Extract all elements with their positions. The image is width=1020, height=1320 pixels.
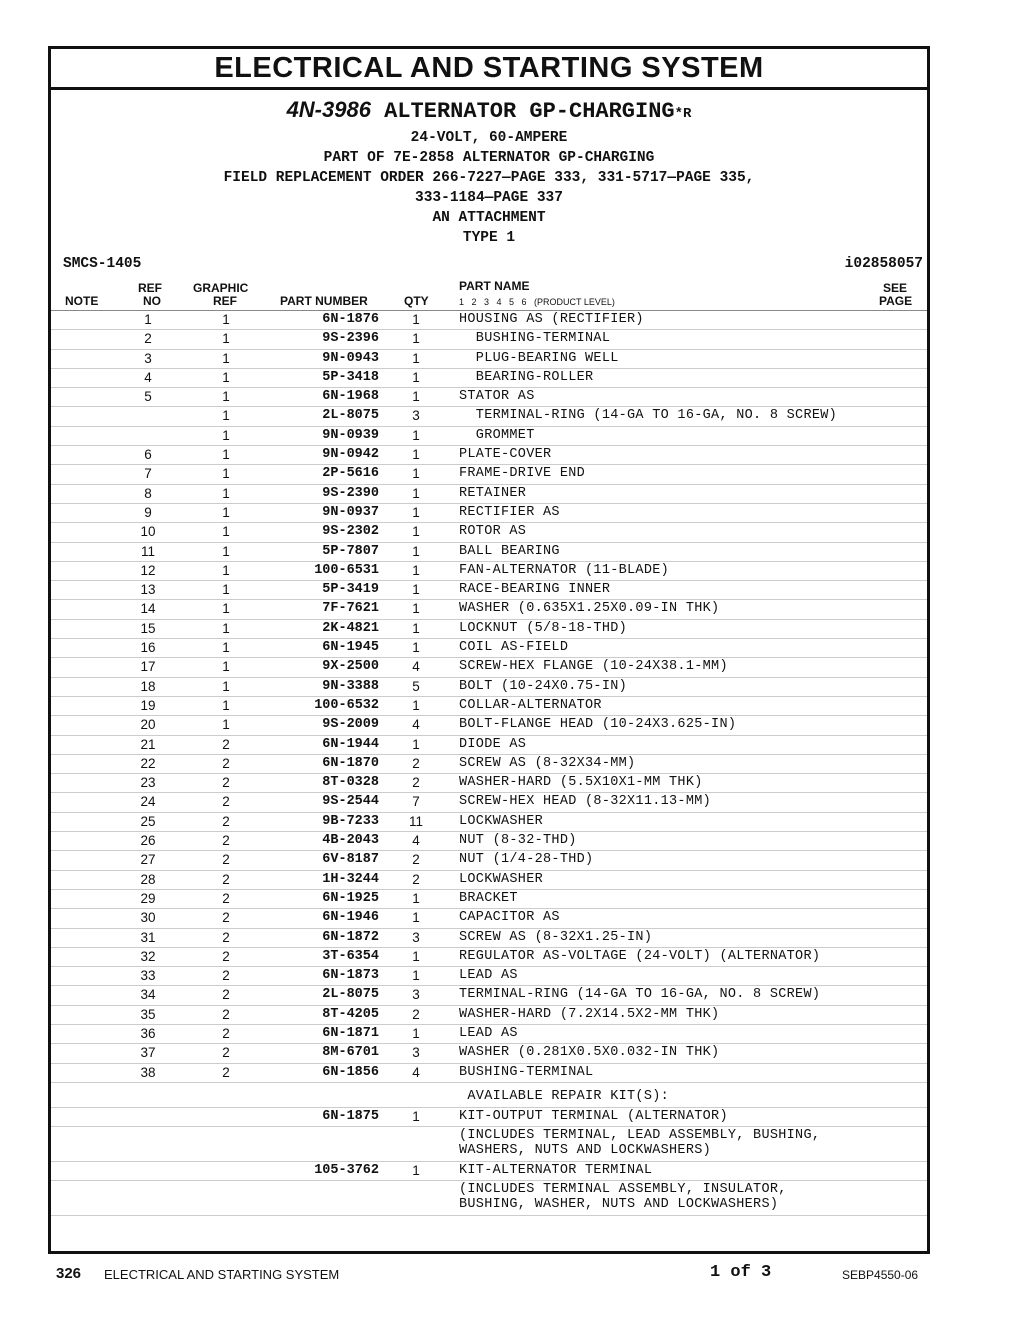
part-number: 6N-1872 [322, 929, 379, 945]
table-row [51, 678, 927, 697]
graphic-ref: 2 [222, 948, 230, 964]
part-number: 6N-1856 [322, 1064, 379, 1080]
part-number: 100-6531 [314, 562, 379, 578]
ref-number: 10 [140, 524, 156, 540]
col-part-number: PART NUMBER [280, 294, 368, 308]
header-line: 24-VOLT, 60-AMPERE [410, 130, 568, 146]
kit-row [51, 1162, 927, 1181]
table-row [51, 755, 927, 774]
graphic-ref: 1 [222, 620, 230, 636]
part-number: 9N-0939 [322, 427, 379, 443]
quantity: 1 [412, 524, 420, 540]
image-id: i02858057 [844, 256, 923, 272]
ref-number: 4 [144, 369, 152, 385]
table-row [51, 639, 927, 658]
graphic-ref: 1 [222, 466, 230, 482]
part-number: 6N-1873 [322, 968, 379, 984]
table-row [51, 909, 927, 928]
graphic-ref: 1 [222, 697, 230, 713]
kit-note: (INCLUDES TERMINAL, LEAD ASSEMBLY, BUSHING, WASHERS, NUTS AND LOCKWASHERS) [459, 1128, 821, 1159]
group-name: ALTERNATOR GP-CHARGING [384, 99, 675, 124]
table-row [51, 929, 927, 948]
kit-part-number: 6N-1875 [322, 1108, 379, 1124]
kit-name: KIT-OUTPUT TERMINAL (ALTERNATOR) [459, 1108, 728, 1124]
table-row [51, 948, 927, 967]
part-name: FRAME-DRIVE END [459, 466, 586, 482]
part-name: WASHER (0.281X0.5X0.032-IN THK) [459, 1045, 720, 1061]
quantity: 3 [412, 408, 420, 424]
quantity: 4 [412, 659, 420, 675]
ref-number: 31 [140, 929, 156, 945]
quantity: 4 [412, 833, 420, 849]
quantity: 2 [412, 852, 420, 868]
table-row [51, 407, 927, 426]
table-row [51, 716, 927, 735]
quantity: 1 [412, 582, 420, 598]
footer-sheet: 1 of 3 [710, 1263, 772, 1282]
ref-number: 17 [140, 659, 156, 675]
ref-number: 32 [140, 948, 156, 964]
ref-number: 5 [144, 389, 152, 405]
table-row [51, 736, 927, 755]
part-number: 8T-0328 [322, 775, 379, 791]
quantity: 1 [412, 910, 420, 926]
table-row [51, 1064, 927, 1083]
part-name: RECTIFIER AS [459, 504, 560, 520]
graphic-ref: 1 [222, 717, 230, 733]
group-header [51, 96, 927, 248]
page-footer [0, 1265, 1020, 1289]
graphic-ref: 2 [222, 968, 230, 984]
quantity: 1 [412, 389, 420, 405]
ref-number: 3 [144, 350, 152, 366]
ref-number: 27 [140, 852, 156, 868]
part-name: LOCKWASHER [459, 813, 544, 829]
part-name: LEAD AS [459, 1025, 518, 1041]
table-row [51, 543, 927, 562]
quantity: 2 [412, 775, 420, 791]
quantity: 1 [412, 312, 420, 327]
col-see-bottom: PAGE [879, 294, 913, 308]
kit-row [51, 1108, 927, 1127]
part-number: 3T-6354 [322, 948, 379, 964]
ref-number: 28 [140, 871, 156, 887]
kit-quantity: 1 [412, 1163, 420, 1179]
part-number: 2P-5616 [322, 466, 379, 482]
graphic-ref: 2 [222, 736, 230, 752]
quantity: 3 [412, 1045, 420, 1061]
graphic-ref: 1 [222, 504, 230, 520]
quantity: 1 [412, 331, 420, 347]
part-number: 5P-3419 [322, 582, 379, 598]
ref-number: 35 [140, 1006, 156, 1022]
graphic-ref: 1 [222, 543, 230, 559]
graphic-ref: 1 [222, 331, 230, 347]
part-number: 5P-7807 [322, 543, 379, 559]
quantity: 11 [408, 813, 423, 829]
part-number: 2L-8075 [322, 987, 379, 1003]
table-row [51, 890, 927, 909]
graphic-ref: 1 [222, 562, 230, 578]
table-row [51, 851, 927, 870]
part-name: BRACKET [459, 890, 518, 906]
table-row [51, 774, 927, 793]
ref-number: 9 [144, 504, 152, 520]
ref-number: 12 [140, 562, 156, 578]
part-number: 6N-1946 [322, 910, 379, 926]
graphic-ref: 1 [222, 601, 230, 617]
table-row [51, 311, 927, 330]
part-number: 9S-2302 [322, 524, 379, 540]
part-number: 9S-2390 [322, 485, 379, 501]
part-name: COLLAR-ALTERNATOR [459, 697, 602, 713]
part-number: 6N-1968 [322, 389, 379, 405]
table-row [51, 967, 927, 986]
ref-number: 37 [140, 1045, 156, 1061]
header-line: PART OF 7E-2858 ALTERNATOR GP-CHARGING [323, 150, 655, 166]
part-name: LOCKWASHER [459, 871, 544, 887]
part-name: LOCKNUT (5/8-18-THD) [459, 620, 628, 636]
quantity: 2 [412, 1006, 420, 1022]
quantity: 5 [412, 678, 420, 694]
table-row [51, 369, 927, 388]
table-row [51, 1006, 927, 1025]
quantity: 2 [412, 755, 420, 771]
table-row [51, 871, 927, 890]
table-row [51, 581, 927, 600]
table-row [51, 1044, 927, 1063]
quantity: 4 [412, 717, 420, 733]
group-title [51, 96, 927, 128]
group-part-number: 4N-3986 [286, 97, 371, 122]
graphic-ref: 1 [222, 312, 230, 327]
table-row [51, 350, 927, 369]
part-name: HOUSING AS (RECTIFIER) [459, 312, 644, 327]
kit-heading: AVAILABLE REPAIR KIT(S): [459, 1088, 670, 1104]
ref-number: 11 [140, 543, 155, 559]
table-row [51, 562, 927, 581]
part-number: 9S-2009 [322, 717, 379, 733]
quantity: 1 [412, 427, 420, 443]
ref-number: 13 [140, 582, 156, 598]
graphic-ref: 1 [222, 447, 230, 463]
graphic-ref: 2 [222, 833, 230, 849]
part-name: SCREW-HEX HEAD (8-32X11.13-MM) [459, 794, 712, 810]
col-qty: QTY [404, 294, 429, 308]
graphic-ref: 2 [222, 910, 230, 926]
quantity: 3 [412, 987, 420, 1003]
part-name: WASHER-HARD (7.2X14.5X2-MM THK) [459, 1006, 720, 1022]
table-row [51, 485, 927, 504]
header-line: 333-1184—PAGE 337 [415, 190, 563, 206]
part-name: BALL BEARING [459, 543, 560, 559]
smcs-code: SMCS-1405 [63, 256, 142, 272]
ref-number: 26 [140, 833, 156, 849]
part-number: 1H-3244 [322, 871, 379, 887]
part-name: NUT (8-32-THD) [459, 833, 577, 849]
part-number: 7F-7621 [322, 601, 379, 617]
ref-number: 33 [140, 968, 156, 984]
part-number: 9S-2544 [322, 794, 379, 810]
kit-note: (INCLUDES TERMINAL ASSEMBLY, INSULATOR, BUSHING, WASHER, NUTS AND LOCKWASHERS) [459, 1182, 787, 1213]
graphic-ref: 2 [222, 1064, 230, 1080]
part-number: 6N-1870 [322, 755, 379, 771]
graphic-ref: 2 [222, 890, 230, 906]
revision-mark: *R [674, 106, 692, 122]
col-product-level: 1 2 3 4 5 6 (PRODUCT LEVEL) [459, 297, 615, 307]
graphic-ref: 2 [222, 929, 230, 945]
table-row [51, 427, 927, 446]
part-name: BOLT-FLANGE HEAD (10-24X3.625-IN) [459, 717, 737, 733]
header-line: AN ATTACHMENT [432, 210, 546, 226]
part-name: BUSHING-TERMINAL [459, 331, 611, 347]
table-row [51, 832, 927, 851]
part-number: 6N-1871 [322, 1025, 379, 1041]
part-name: SCREW AS (8-32X1.25-IN) [459, 929, 653, 945]
graphic-ref: 2 [222, 871, 230, 887]
part-name: BOLT (10-24X0.75-IN) [459, 678, 628, 694]
part-name: SCREW-HEX FLANGE (10-24X38.1-MM) [459, 659, 728, 675]
part-number: 4B-2043 [322, 833, 379, 849]
ref-number: 30 [140, 910, 156, 926]
part-name: BUSHING-TERMINAL [459, 1064, 594, 1080]
quantity: 1 [412, 736, 420, 752]
ref-number: 29 [140, 890, 156, 906]
part-number: 9N-3388 [322, 678, 379, 694]
part-name: REGULATOR AS-VOLTAGE (24-VOLT) (ALTERNATOR) [459, 948, 821, 964]
part-number: 6N-1925 [322, 890, 379, 906]
part-name: RACE-BEARING INNER [459, 582, 611, 598]
table-row [51, 465, 927, 484]
page-frame [48, 46, 930, 1254]
footer-section: ELECTRICAL AND STARTING SYSTEM [104, 1267, 340, 1282]
quantity: 1 [412, 968, 420, 984]
graphic-ref: 2 [222, 794, 230, 810]
quantity: 1 [412, 601, 420, 617]
table-row [51, 446, 927, 465]
table-row [51, 1025, 927, 1044]
ref-number: 25 [140, 813, 156, 829]
graphic-ref: 2 [222, 1006, 230, 1022]
table-row [51, 600, 927, 619]
table-row [51, 793, 927, 812]
graphic-ref: 2 [222, 755, 230, 771]
graphic-ref: 2 [222, 1025, 230, 1041]
quantity: 1 [412, 620, 420, 636]
part-number: 5P-3418 [322, 369, 379, 385]
part-number: 9N-0942 [322, 447, 379, 463]
part-name: COIL AS-FIELD [459, 640, 569, 656]
quantity: 1 [412, 350, 420, 366]
graphic-ref: 2 [222, 1045, 230, 1061]
part-name: SCREW AS (8-32X34-MM) [459, 755, 636, 771]
part-name: WASHER (0.635X1.25X0.09-IN THK) [459, 601, 720, 617]
table-row [51, 330, 927, 349]
header-line: TYPE 1 [462, 230, 516, 246]
part-name: ROTOR AS [459, 524, 527, 540]
graphic-ref: 2 [222, 775, 230, 791]
kit-name: KIT-ALTERNATOR TERMINAL [459, 1163, 653, 1179]
part-number: 9X-2500 [322, 659, 379, 675]
ref-number: 15 [140, 620, 156, 636]
graphic-ref: 1 [222, 659, 230, 675]
part-number: 2K-4821 [322, 620, 379, 636]
col-graphic-bottom: REF [213, 294, 237, 308]
ref-number: 38 [140, 1064, 156, 1080]
quantity: 1 [412, 948, 420, 964]
footer-page-number: 326 [56, 1265, 82, 1282]
ref-number: 1 [144, 312, 152, 327]
quantity: 1 [412, 543, 420, 559]
part-name: CAPACITOR AS [459, 910, 560, 926]
part-name: FAN-ALTERNATOR (11-BLADE) [459, 562, 670, 578]
part-number: 6N-1876 [322, 312, 379, 327]
part-name: RETAINER [459, 485, 527, 501]
graphic-ref: 1 [222, 640, 230, 656]
ref-number: 6 [144, 447, 152, 463]
table-row [51, 697, 927, 716]
quantity: 1 [412, 1025, 420, 1041]
graphic-ref: 2 [222, 987, 230, 1003]
part-number: 9S-2396 [322, 331, 379, 347]
part-number: 9N-0937 [322, 504, 379, 520]
quantity: 1 [412, 485, 420, 501]
part-name: DIODE AS [459, 736, 527, 752]
graphic-ref: 1 [222, 524, 230, 540]
quantity: 3 [412, 929, 420, 945]
col-part-name: PART NAME [459, 279, 530, 293]
quantity: 7 [412, 794, 420, 810]
part-name: NUT (1/4-28-THD) [459, 852, 594, 868]
graphic-ref: 1 [222, 369, 230, 385]
part-name: TERMINAL-RING (14-GA TO 16-GA, NO. 8 SCREW) [459, 987, 821, 1003]
part-number: 8M-6701 [322, 1045, 379, 1061]
part-name: WASHER-HARD (5.5X10X1-MM THK) [459, 775, 703, 791]
table-row [51, 523, 927, 542]
part-name: STATOR AS [459, 389, 535, 405]
graphic-ref: 1 [222, 427, 230, 443]
graphic-ref: 1 [222, 485, 230, 501]
section-title: ELECTRICAL AND STARTING SYSTEM [51, 49, 927, 90]
quantity: 1 [412, 466, 420, 482]
part-number: 6N-1945 [322, 640, 379, 656]
header-line: FIELD REPLACEMENT ORDER 266-7227—PAGE 333, 331-5717—PAGE 335, [223, 170, 755, 186]
part-name: BEARING-ROLLER [459, 369, 594, 385]
part-name: LEAD AS [459, 968, 518, 984]
kit-heading-row [51, 1083, 927, 1108]
ref-number: 2 [144, 331, 152, 347]
ref-number: 21 [140, 736, 156, 752]
quantity: 4 [412, 1064, 420, 1080]
col-graphic-top: GRAPHIC [193, 281, 249, 295]
footer-doc-id: SEBP4550-06 [842, 1268, 919, 1282]
table-row [51, 986, 927, 1005]
graphic-ref: 1 [222, 582, 230, 598]
graphic-ref: 1 [222, 350, 230, 366]
ref-number: 34 [140, 987, 156, 1003]
ref-number: 23 [140, 775, 156, 791]
kit-part-number: 105-3762 [314, 1163, 379, 1179]
ref-number: 22 [140, 755, 156, 771]
kit-note-row [51, 1127, 927, 1162]
graphic-ref: 1 [222, 389, 230, 405]
part-name: GROMMET [459, 427, 535, 443]
part-number: 2L-8075 [322, 408, 379, 424]
quantity: 1 [412, 890, 420, 906]
quantity: 2 [412, 871, 420, 887]
column-headers [51, 278, 927, 311]
part-number: 6V-8187 [322, 852, 379, 868]
parts-list [51, 311, 927, 1216]
table-row [51, 504, 927, 523]
quantity: 1 [412, 447, 420, 463]
quantity: 1 [412, 369, 420, 385]
quantity: 1 [412, 562, 420, 578]
graphic-ref: 1 [222, 678, 230, 694]
col-see-top: SEE [883, 281, 908, 295]
quantity: 1 [412, 697, 420, 713]
table-row [51, 388, 927, 407]
col-note: NOTE [65, 294, 99, 308]
ref-number: 24 [140, 794, 156, 810]
ref-number: 19 [140, 697, 156, 713]
part-number: 6N-1944 [322, 736, 379, 752]
part-name: PLATE-COVER [459, 447, 552, 463]
table-row [51, 658, 927, 677]
part-number: 9N-0943 [322, 350, 379, 366]
ref-number: 36 [140, 1025, 156, 1041]
ref-number: 7 [144, 466, 152, 482]
quantity: 1 [412, 640, 420, 656]
ref-number: 16 [140, 640, 156, 656]
col-ref-top: REF [138, 281, 162, 295]
graphic-ref: 1 [222, 408, 230, 424]
ref-number: 18 [140, 678, 156, 694]
ref-number: 20 [140, 717, 156, 733]
quantity: 1 [412, 504, 420, 520]
ref-number: 14 [140, 601, 156, 617]
part-name: PLUG-BEARING WELL [459, 350, 619, 366]
graphic-ref: 2 [222, 852, 230, 868]
col-ref-bottom: NO [143, 294, 161, 308]
kit-quantity: 1 [412, 1108, 420, 1124]
part-number: 9B-7233 [322, 813, 379, 829]
ref-number: 8 [144, 485, 152, 501]
smcs-row [51, 256, 927, 278]
kit-note-row [51, 1181, 927, 1216]
part-number: 100-6532 [314, 697, 379, 713]
table-row [51, 620, 927, 639]
part-number: 8T-4205 [322, 1006, 379, 1022]
part-name: TERMINAL-RING (14-GA TO 16-GA, NO. 8 SCREW) [459, 408, 838, 424]
graphic-ref: 2 [222, 813, 230, 829]
table-row [51, 813, 927, 832]
